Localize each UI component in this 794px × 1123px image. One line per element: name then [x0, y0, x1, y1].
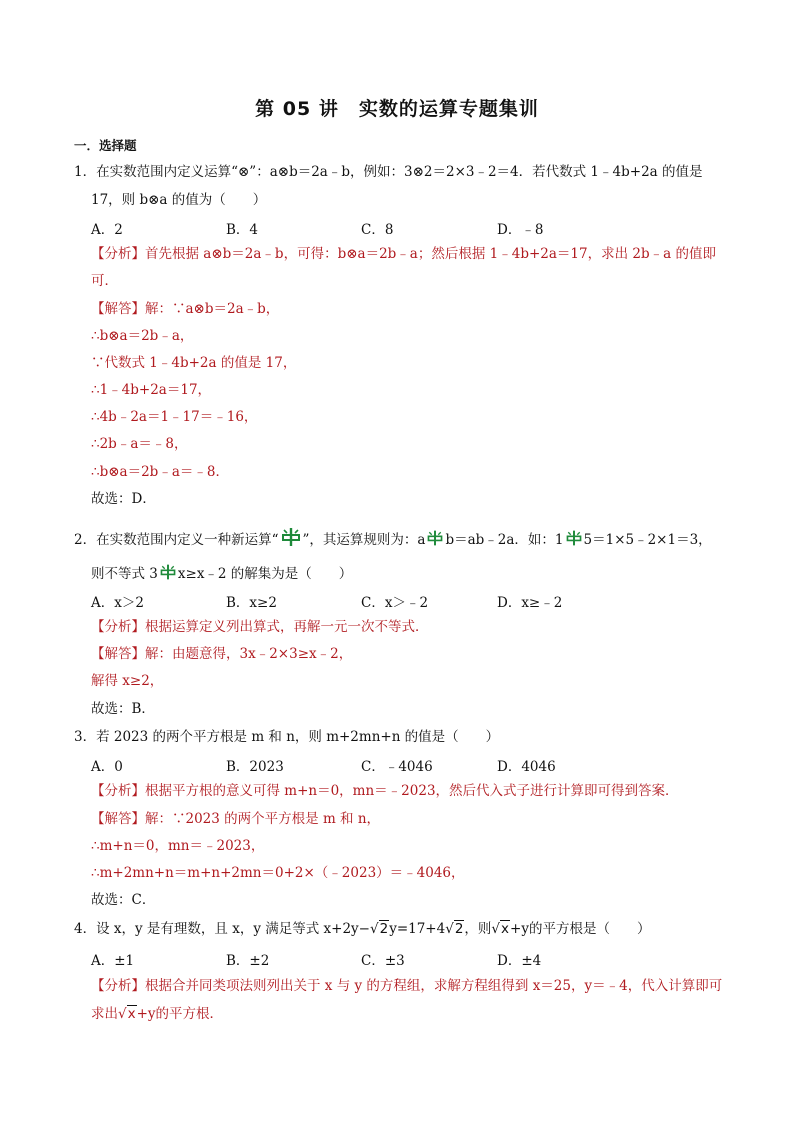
q4-stem-part1: 4．设 x，y 是有理数，且 x，y 满足等式 x+2y− — [74, 921, 370, 937]
q3-option-c: C．﹣4046 — [361, 759, 433, 775]
custom-operator-icon — [426, 529, 444, 547]
sqrt-expression: √2 — [369, 921, 389, 937]
q3-option-d: D．4046 — [497, 759, 556, 775]
q4-stem-part2: y=17+4 — [389, 921, 446, 937]
q2-option-a: A．x＞2 — [91, 595, 144, 611]
q4-analysis-part2: +y的平方根． — [136, 1006, 224, 1022]
q2-option-b: B．x≥2 — [226, 595, 277, 611]
q2-option-d: D．x≥﹣2 — [497, 595, 563, 611]
q2-stem-line1 — [74, 527, 712, 549]
q2-stem-part4: 5＝1×5﹣2×1＝3， — [583, 532, 712, 548]
q4-stem — [74, 920, 650, 938]
q2-step-1: 解得 x≥2， — [91, 673, 164, 689]
q1-step-5: ∴2b﹣a＝﹣8， — [91, 436, 188, 452]
q2-stem-line2 — [91, 563, 352, 583]
sqrt-expression: √x — [491, 921, 510, 937]
q3-answer: 故选：C． — [91, 892, 156, 908]
q4-option-c: C．±3 — [361, 953, 405, 969]
q1-solution-line: 【解答】解：∵a⊗b＝2a﹣b， — [91, 301, 280, 317]
q4-stem-part3: ，则 — [464, 921, 492, 937]
q3-analysis: 【分析】根据平方根的意义可得 m+n＝0，mn＝﹣2023，然后代入式子进行计算即可得到答案． — [91, 783, 679, 799]
q2-solution-line: 【解答】解：由题意得，3x﹣2×3≥x﹣2， — [91, 646, 353, 662]
q4-option-d: D．±4 — [497, 953, 542, 969]
q1-step-2: ∵代数式 1﹣4b+2a 的值是 17， — [91, 355, 297, 371]
q2-stem-part1: 2．在实数范围内定义一种新运算“ — [74, 532, 279, 548]
q1-step-1: ∴b⊗a＝2b﹣a， — [91, 328, 194, 344]
q1-step-4: ∴4b﹣2a＝1﹣17＝﹣16， — [91, 409, 258, 425]
q2-answer: 故选：B． — [91, 701, 155, 717]
q4-analysis-line1: 【分析】根据合并同类项法则列出关于 x 与 y 的方程组，求解方程组得到 x＝25，y＝﹣4，代入计算即可 — [91, 978, 723, 994]
section-heading: 一．选择题 — [74, 138, 137, 153]
q4-option-a: A．±1 — [91, 953, 135, 969]
q4-stem-part4: +y的平方根是（ ） — [510, 921, 651, 937]
custom-operator-icon — [565, 529, 583, 547]
q1-stem-line1: 1．在实数范围内定义运算“⊗”：a⊗b＝2a﹣b，例如：3⊗2＝2×3﹣2＝4．若代数式 1﹣4b+2a 的值是 — [74, 164, 703, 180]
custom-operator-icon — [159, 563, 177, 581]
q1-step-6: ∴b⊗a＝2b﹣a＝﹣8． — [91, 464, 229, 480]
q2-stem-part2: ”，其运算规则为：a — [302, 532, 426, 548]
q2-analysis: 【分析】根据运算定义列出算式，再解一元一次不等式． — [91, 619, 429, 635]
q1-stem-line2: 17，则 b⊗a 的值为（ ） — [91, 192, 267, 208]
q4-analysis-part1: 求出 — [91, 1006, 118, 1022]
q2-option-c: C．x＞﹣2 — [361, 595, 429, 611]
q4-option-b: B．±2 — [226, 953, 270, 969]
q3-stem: 3．若 2023 的两个平方根是 m 和 n，则 m+2mn+n 的值是（ ） — [74, 729, 500, 745]
q3-solution-line: 【解答】解：∵2023 的两个平方根是 m 和 n， — [91, 811, 381, 827]
q2-stem-part6: x≥x﹣2 的解集为是（ ） — [177, 566, 353, 582]
q2-stem-part5: 则不等式 3 — [91, 566, 158, 582]
q1-option-c: C．8 — [361, 222, 394, 238]
q1-option-d: D．﹣8 — [497, 222, 544, 238]
q1-option-a: A．2 — [91, 222, 123, 238]
q4-analysis-line2 — [91, 1005, 223, 1023]
q3-option-a: A．0 — [91, 759, 123, 775]
q1-analysis-line2: 可． — [91, 273, 118, 289]
q3-step-1: ∴m+n＝0，mn＝﹣2023， — [91, 838, 265, 854]
q1-answer: 故选：D． — [91, 491, 156, 507]
q3-option-b: B．2023 — [226, 759, 284, 775]
sqrt-expression: √2 — [445, 921, 464, 937]
q2-stem-part3: b＝ab﹣2a．如：1 — [445, 532, 564, 548]
q1-step-3: ∴1﹣4b+2a＝17， — [91, 382, 212, 398]
q1-option-b: B．4 — [226, 222, 259, 238]
q3-step-2: ∴m+2mn+n＝m+n+2mn＝0+2×（﹣2023）＝﹣4046， — [91, 865, 465, 881]
sqrt-expression: √x — [118, 1006, 136, 1022]
page-title: 第 05 讲 实数的运算专题集训 — [255, 98, 539, 120]
q1-analysis-line1: 【分析】首先根据 a⊗b＝2a﹣b，可得：b⊗a＝2b﹣a；然后根据 1﹣4b+2a＝17，求出 2b﹣a 的值即 — [91, 246, 716, 262]
custom-operator-icon — [280, 527, 302, 547]
